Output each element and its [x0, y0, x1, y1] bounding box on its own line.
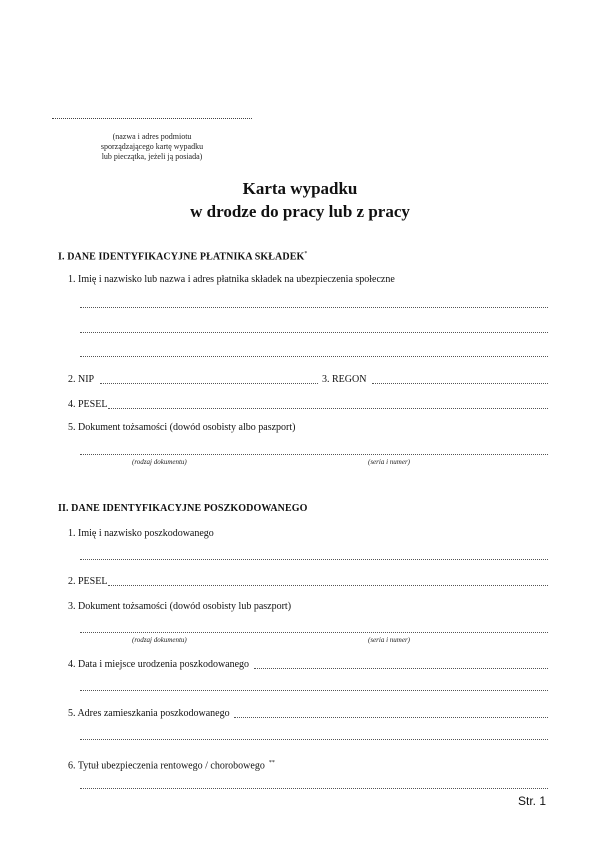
payer-id-type-hint: (rodzaj dokumentu) — [132, 458, 187, 466]
payer-pesel-field[interactable] — [108, 408, 548, 409]
insurance-title-field[interactable] — [80, 788, 548, 789]
injured-id-document-field[interactable] — [80, 632, 548, 633]
injured-birth-field[interactable] — [80, 690, 548, 691]
injured-name-label: 1. Imię i nazwisko poszkodowanego — [68, 528, 214, 539]
payer-id-series-hint: (seria i numer) — [368, 458, 410, 466]
section2-heading: II. DANE IDENTYFIKACYJNE POSZKODOWANEGO — [58, 503, 308, 514]
section1-heading-text: I. DANE IDENTYFIKACYJNE PŁATNIKA SKŁADEK — [58, 251, 305, 263]
injured-id-document-label: 3. Dokument tożsamości (dowód osobisty lub paszport) — [68, 601, 292, 612]
page-number: Str. 1 — [517, 794, 546, 808]
injured-pesel-field[interactable] — [108, 585, 548, 586]
injured-address-field-inline[interactable] — [234, 717, 548, 718]
insurance-title-mark: ** — [268, 760, 275, 766]
payer-regon-label: 3. REGON — [322, 374, 367, 385]
document-title-line2: w drodze do pracy lub z pracy — [190, 202, 410, 221]
injured-birth-label: 4. Data i miejsce urodzenia poszkodowanego — [68, 659, 250, 670]
payer-nip-field[interactable] — [100, 383, 318, 384]
issuer-caption — [72, 132, 232, 162]
document-title-line1: Karta wypadku — [242, 179, 358, 198]
payer-regon-field[interactable] — [372, 383, 548, 384]
section1-heading-mark: * — [304, 251, 308, 257]
injured-id-series-hint: (seria i numer) — [368, 636, 410, 644]
issuer-caption-line2: sporządzającego kartę wypadku — [100, 142, 204, 151]
injured-id-type-hint: (rodzaj dokumentu) — [132, 636, 187, 644]
insurance-title-text: 6. Tytuł ubezpieczenia rentowego / chorobowego — [68, 760, 265, 772]
payer-name-line-2[interactable] — [80, 332, 548, 333]
injured-pesel-label: 2. PESEL — [68, 576, 108, 587]
insurance-title-label — [68, 757, 275, 772]
issuer-name-line[interactable] — [52, 118, 252, 119]
injured-birth-field-inline[interactable] — [254, 668, 548, 669]
section1-heading — [58, 251, 307, 262]
payer-nip-label: 2. NIP — [68, 374, 95, 385]
payer-name-line-3[interactable] — [80, 356, 548, 357]
issuer-caption-line3: lub pieczątka, jeżeli ją posiada) — [101, 152, 203, 161]
payer-id-document-field[interactable] — [80, 454, 548, 455]
issuer-caption-line1: (nazwa i adres podmiotu — [112, 132, 192, 141]
injured-address-label: 5. Adres zamieszkania poszkodowanego — [68, 708, 230, 719]
payer-id-document-label: 5. Dokument tożsamości (dowód osobisty albo paszport) — [68, 422, 296, 433]
payer-name-line-1[interactable] — [80, 307, 548, 308]
injured-address-field[interactable] — [80, 739, 548, 740]
payer-name-label: 1. Imię i nazwisko lub nazwa i adres płatnika składek na ubezpieczenia społeczne — [68, 274, 395, 285]
injured-name-field[interactable] — [80, 559, 548, 560]
payer-pesel-label: 4. PESEL — [68, 399, 108, 410]
